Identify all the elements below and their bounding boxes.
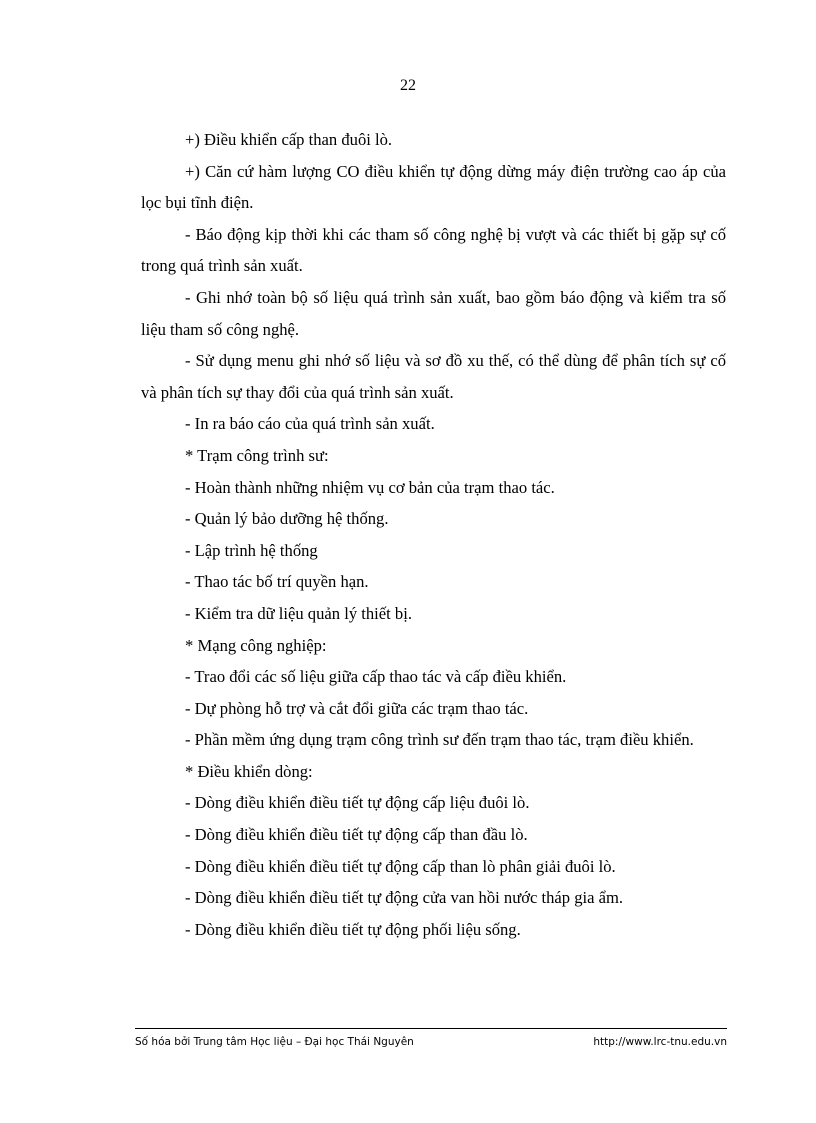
page-number: 22 [400,77,416,94]
list-item: - Dòng điều khiển điều tiết tự động cửa van hồi nước tháp gia ẩm. [185,888,624,908]
paragraph: - Sử dụng menu ghi nhớ số liệu và sơ đồ xu thế, có thể dùng để phân tích sự cố và phân tích sự thay đổi của quá trình sản xuất. [141,351,726,402]
list-item: - Trao đổi các số liệu giữa cấp thao tác và cấp điều khiển. [185,667,567,687]
list-item: - Quản lý bảo dưỡng hệ thống. [185,509,389,529]
paragraph: +) Điều khiển cấp than đuôi lò. [185,130,393,149]
list-item: - Kiểm tra dữ liệu quản lý thiết bị. [185,603,412,623]
list-item: - Hoàn thành những nhiệm vụ cơ bản của trạm thao tác. [185,477,555,497]
section-heading: * Điều khiển dòng: [185,761,313,781]
paragraph: - Ghi nhớ toàn bộ số liệu quá trình sản xuất, bao gồm báo động và kiểm tra số liệu tham số công nghệ. [141,287,726,339]
paragraph: - Báo động kịp thời khi các tham số công nghệ bị vượt và các thiết bị gặp sự cố trong quá trình sản xuất. [141,224,726,276]
list-item: - Dòng điều khiển điều tiết tự động phối liệu sống. [185,919,521,939]
list-item: - Dòng điều khiển điều tiết tự động cấp liệu đuôi lò. [185,793,530,813]
list-item: - Dòng điều khiển điều tiết tự động cấp than đầu lò. [185,825,528,845]
footer-credit: Số hóa bởi Trung tâm Học liệu – Đại học Thái Nguyên [135,1036,414,1048]
section-heading: * Mạng công nghiệp: [185,635,327,655]
document-body [141,124,726,945]
paragraph: +) Căn cứ hàm lượng CO điều khiển tự động dừng máy điện trường cao áp của lọc bụi tĩnh điện. [141,161,726,213]
list-item: - Dự phòng hỗ trợ và cắt đổi giữa các trạm thao tác. [185,698,529,718]
list-item: - Thao tác bố trí quyền hạn. [185,572,369,592]
list-item: - Dòng điều khiển điều tiết tự động cấp than lò phân giải đuôi lò. [185,856,616,876]
paragraph: - In ra báo cáo của quá trình sản xuất. [185,414,435,434]
list-item: - Lập trình hệ thống [185,540,318,560]
list-item: - Phần mềm ứng dụng trạm công trình sư đến trạm thao tác, trạm điều khiển. [185,730,694,750]
section-heading: * Trạm công trình sư: [185,445,329,465]
footer-divider [135,1028,727,1029]
footer-url: http://www.lrc-tnu.edu.vn [593,1036,727,1048]
